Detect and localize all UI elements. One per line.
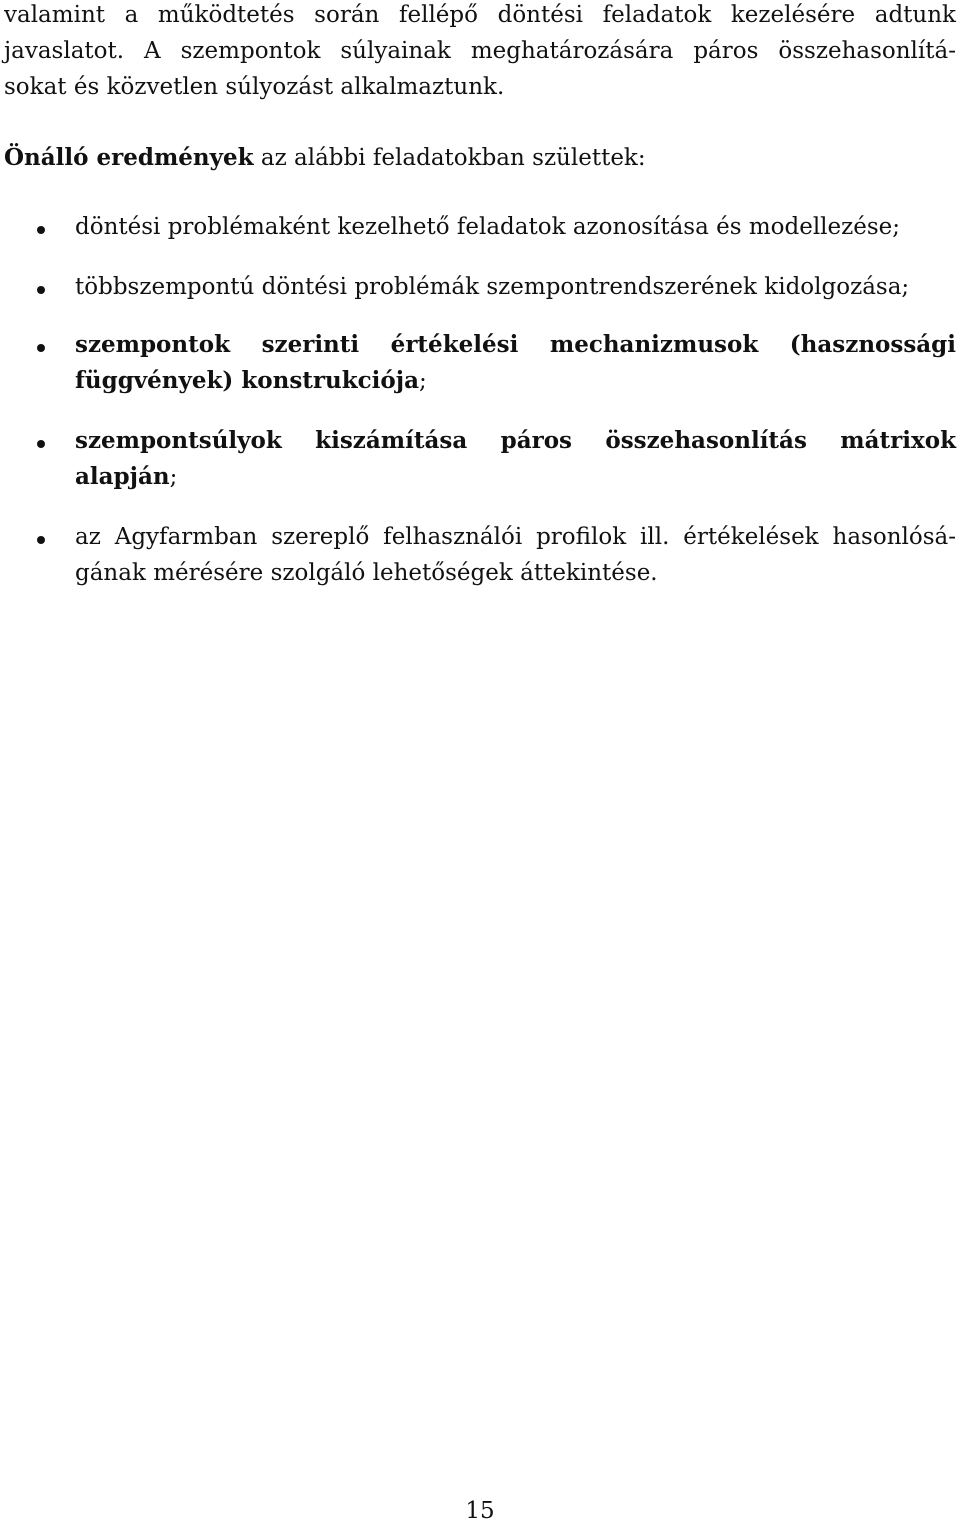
list-item-3-line-2-bold: függvények) konstrukciója (75, 367, 419, 394)
results-heading-rest: az alábbi feladatokban születtek: (253, 145, 646, 171)
list-item-3-suffix: ; (418, 368, 427, 394)
results-heading (4, 143, 646, 173)
list-item-3-line-2 (75, 366, 427, 396)
list-item-4-line-1: szempontsúlyok kiszámítása páros összehasonlítás mátrixok (75, 427, 956, 454)
intro-line-1: valamint a működtetés során fellépő döntési feladatok kezelésére adtunk (4, 2, 956, 28)
list-item-1-line-1: döntési problémaként kezelhető feladatok azonosítása és modellezése; (75, 214, 901, 240)
intro-line-3: sokat és közvetlen súlyozást alkalmaztunk. (4, 74, 505, 100)
bullet-5 (37, 536, 45, 544)
intro-line-2: javaslatot. A szempontok súlyainak meghatározására páros összehasonlítá- (4, 38, 956, 64)
bullet-1 (37, 226, 45, 234)
list-item-3-line-1: szempontok szerinti értékelési mechanizmusok (hasznossági (75, 331, 956, 358)
list-item-4-suffix: ; (169, 464, 178, 490)
results-heading-bold: Önálló eredmények (4, 144, 254, 171)
bullet-3 (37, 344, 45, 352)
list-item-5-line-1: az Agyfarmban szereplő felhasználói profilok ill. értékelések hasonlósá- (75, 524, 956, 550)
list-item-4-line-2 (75, 462, 177, 492)
list-item-2-line-1: többszempontú döntési problémák szempontrendszerének kidolgozása; (75, 274, 910, 300)
list-item-4-line-2-bold: alapján (75, 463, 170, 490)
bullet-2 (37, 286, 45, 294)
page-number: 15 (465, 1498, 495, 1524)
list-item-5-line-2: gának mérésére szolgáló lehetőségek áttekintése. (75, 560, 658, 586)
bullet-4 (37, 440, 45, 448)
